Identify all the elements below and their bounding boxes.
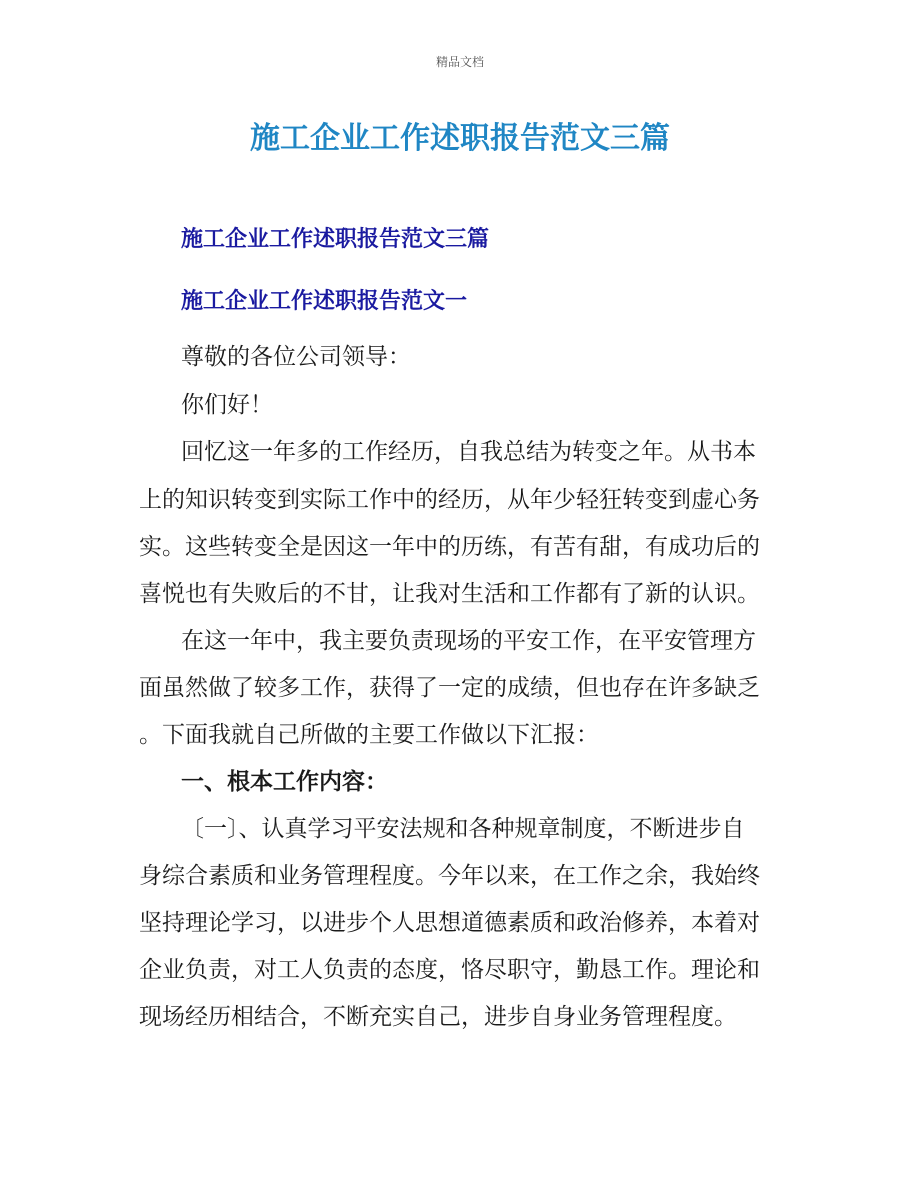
section-heading-collection: 施工企业工作述职报告范文三篇	[181, 227, 490, 252]
paragraph-line: 在这一年中，我主要负责现场的平安工作，在平安管理方	[181, 628, 756, 654]
paragraph-line: 坚持理论学习，以进步个人思想道德素质和政治修养，本着对	[139, 910, 760, 936]
paragraph-line: 喜悦也有失败后的不甘，让我对生活和工作都有了新的认识。	[139, 581, 760, 607]
salutation-line: 尊敬的各位公司领导：	[181, 344, 411, 370]
paragraph-line: 上的知识转变到实际工作中的经历，从年少轻狂转变到虚心务	[139, 487, 760, 513]
page-header-label: 精品文档	[435, 55, 484, 69]
document-title: 施工企业工作述职报告范文三篇	[250, 121, 670, 156]
greeting-line: 你们好！	[181, 392, 273, 418]
paragraph-line: 。下面我就自己所做的主要工作做以下汇报：	[139, 722, 599, 748]
paragraph-line: 实。这些转变全是因这一年中的历练，有苦有甜，有成功后的	[139, 534, 760, 560]
paragraph-line: 面虽然做了较多工作，获得了一定的成绩，但也存在许多缺乏	[139, 675, 760, 701]
paragraph-line: 身综合素质和业务管理程度。今年以来，在工作之余，我始终	[139, 863, 760, 889]
paragraph-line: 回忆这一年多的工作经历，自我总结为转变之年。从书本	[181, 439, 756, 465]
paragraph-line: 〔一〕、认真学习平安法规和各种规章制度，不断进步自	[181, 816, 745, 842]
paragraph-line: 企业负责，对工人负责的态度，恪尽职守，勤恳工作。理论和	[139, 957, 760, 983]
section-heading-basic-work: 一、根本工作内容：	[181, 769, 388, 795]
section-heading-report-one: 施工企业工作述职报告范文一	[181, 289, 468, 314]
paragraph-line: 现场经历相结合，不断充实自己，进步自身业务管理程度。	[139, 1004, 737, 1030]
